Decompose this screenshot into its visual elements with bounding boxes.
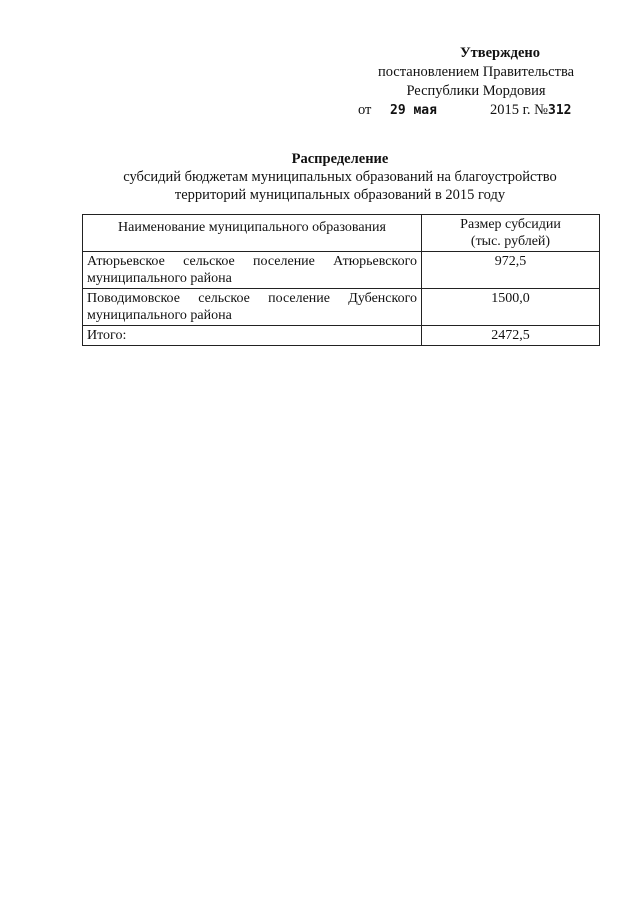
document-subtitle-1: субсидий бюджетам муниципальных образований на благоустройство [123, 169, 557, 185]
subsidy-table [82, 214, 600, 346]
approval-decree-number: 312 [548, 103, 572, 118]
document-heading [80, 150, 600, 204]
approval-title: Утверждено [460, 45, 540, 61]
approval-year-number [490, 101, 572, 120]
approval-line-1: постановлением Правительства [377, 64, 575, 80]
table-row [83, 289, 600, 326]
header-amount [422, 215, 600, 252]
approval-date: 29 мая [390, 103, 437, 118]
row-name: Поводимовское сельское поселение Дубенского муниципального района [83, 289, 422, 326]
table-row [83, 252, 600, 289]
approval-block [358, 44, 586, 121]
row-amount: 1500,0 [422, 289, 600, 326]
total-amount: 2472,5 [422, 326, 600, 346]
document-title: Распределение [291, 151, 389, 167]
table-header-row [83, 215, 600, 252]
total-label: Итого: [83, 326, 422, 346]
header-amount-line-2: (тыс. рублей) [470, 234, 551, 249]
approval-year: 2015 г. № [490, 102, 549, 118]
row-amount: 972,5 [422, 252, 600, 289]
table-total-row [83, 326, 600, 346]
approval-date-line [358, 101, 586, 121]
row-name: Атюрьевское сельское поселение Атюрьевского муниципального района [83, 252, 422, 289]
document-subtitle-2: территорий муниципальных образований в 2015 году [174, 187, 506, 203]
approval-line-2: Республики Мордовия [406, 83, 546, 99]
header-name: Наименование муниципального образования [83, 215, 422, 252]
approval-date-prefix: от [358, 102, 372, 118]
header-amount-line-1: Размер субсидии [460, 217, 561, 232]
